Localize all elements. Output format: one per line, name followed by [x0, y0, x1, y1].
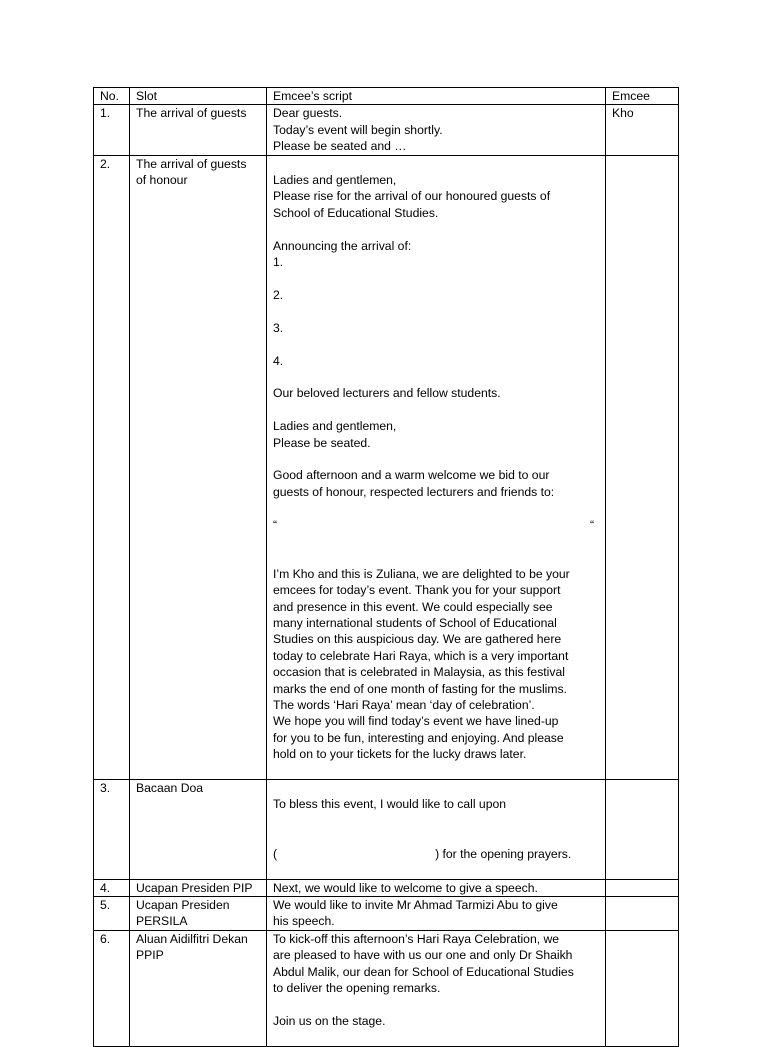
row-number: 4. [94, 879, 130, 896]
row-emcee: Kho [606, 105, 679, 155]
table-row [94, 879, 679, 896]
event-title-placeholder [273, 517, 602, 533]
row-script [267, 780, 606, 879]
table-row [94, 155, 679, 779]
close-paren-text: ) for the opening prayers. [435, 846, 572, 861]
row-script: To kick-off this afternoon’s Hari Raya Celebration, we are pleased to have with us our one and only Dr Shaikh Abdul Malik, our dean for School of Educational Studies to deliver the opening remarks. Join us on the stage. [267, 930, 606, 1046]
header-emcee: Emcee [606, 88, 679, 105]
open-paren: ( [273, 846, 278, 861]
row-slot: Ucapan Presiden PERSILA [130, 896, 267, 930]
row-script [267, 155, 606, 779]
row-number: 1. [94, 105, 130, 155]
table-header-row [94, 88, 679, 105]
row-number: 3. [94, 780, 130, 879]
row-slot: The arrival of guests of honour [130, 155, 267, 779]
row-emcee [606, 780, 679, 879]
close-quote: “ [589, 517, 594, 532]
prayer-leader-placeholder [273, 829, 602, 862]
row-emcee [606, 930, 679, 1046]
table-row [94, 105, 679, 155]
header-script: Emcee’s script [267, 88, 606, 105]
script-text-welcome: Ladies and gentlemen, Please rise for the arrival of our honoured guests of School of Educational Studies. Announcing the arrival of: 1. 2. 3. 4. Our beloved lecturers and fellow students. Ladies and gentlemen, Please be seated. Good afternoon and a warm welcome we bid to our guests of honour, respected lecturers and friends to: [273, 173, 555, 499]
row-script: Next, we would like to welcome to give a speech. [267, 879, 606, 896]
table-row [94, 930, 679, 1046]
header-slot: Slot [130, 88, 267, 105]
row-emcee [606, 879, 679, 896]
row-slot: Ucapan Presiden PIP [130, 879, 267, 896]
row-emcee [606, 896, 679, 930]
script-text-prayer: To bless this event, I would like to call upon [273, 797, 507, 812]
row-slot: The arrival of guests [130, 105, 267, 155]
emcee-script-table [93, 87, 679, 1047]
row-script: We would like to invite Mr Ahmad Tarmizi Abu to give his speech. [267, 896, 606, 930]
row-number: 5. [94, 896, 130, 930]
row-slot: Aluan Aidilfitri Dekan PPIP [130, 930, 267, 1046]
table-row [94, 896, 679, 930]
row-number: 6. [94, 930, 130, 1046]
row-slot: Bacaan Doa [130, 780, 267, 879]
header-no: No. [94, 88, 130, 105]
row-number: 2. [94, 155, 130, 779]
table-row [94, 780, 679, 879]
row-emcee [606, 155, 679, 779]
row-script: Dear guests. Today’s event will begin shortly. Please be seated and … [267, 105, 606, 155]
script-text-introduction: I’m Kho and this is Zuliana, we are delighted to be your emcees for today’s event. Thank you for your support and presence in this event. We could especially see many international students of School of Educational Studies on this auspicious day. We are gathered here today to celebrate Hari Raya, which is a very important occasion that is celebrated in Malaysia, as this festival marks the end of one month of fasting for the muslims. The words ‘Hari Raya’ mean ‘day of celebration’. We hope you will find today’s event we have lined-up for you to be fun, interesting and enjoying. And please hold on to your tickets for the lucky draws later. [273, 566, 570, 762]
open-quote: “ [273, 517, 278, 532]
